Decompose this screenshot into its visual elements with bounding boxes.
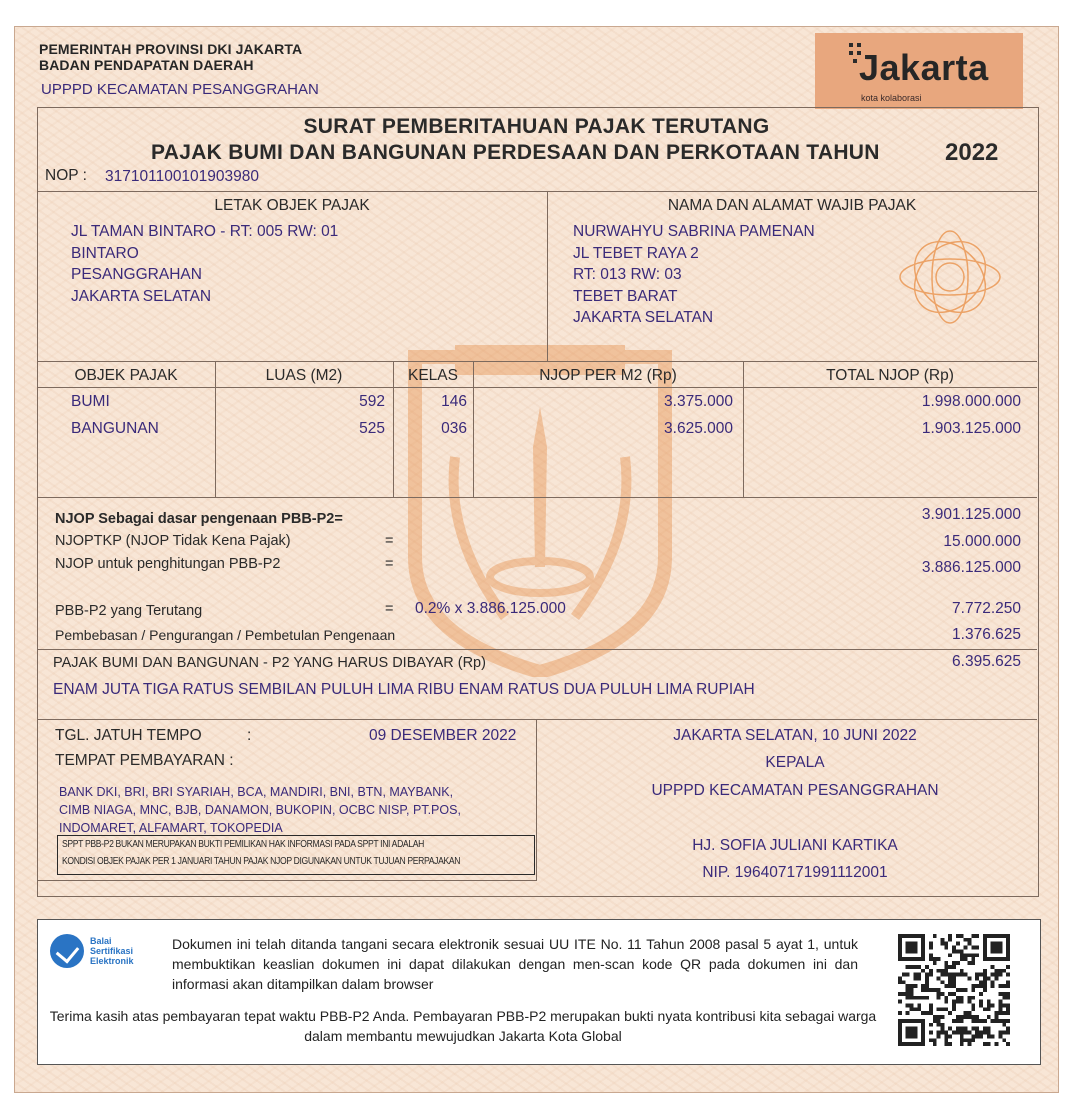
gov-line-1: PEMERINTAH PROVINSI DKI JAKARTA bbox=[39, 41, 303, 57]
row-luas: 525 bbox=[359, 420, 385, 437]
col-luas: LUAS (M2) bbox=[265, 367, 343, 384]
letak-address bbox=[71, 221, 338, 307]
wajib-line: NURWAHYU SABRINA PAMENAN bbox=[573, 223, 815, 240]
document-title: SURAT PEMBERITAHUAN PAJAK TERUTANG bbox=[303, 115, 770, 138]
sign-position: KEPALA bbox=[765, 754, 825, 771]
wajib-line: JL TEBET RAYA 2 bbox=[573, 244, 699, 262]
tempat-label: TEMPAT PEMBAYARAN : bbox=[55, 752, 234, 769]
col-njop-m2: NJOP PER M2 (Rp) bbox=[539, 367, 677, 384]
bsre-logo bbox=[50, 934, 160, 974]
verification-qr-code[interactable] bbox=[898, 934, 1010, 1046]
col-total-njop: TOTAL NJOP (Rp) bbox=[826, 367, 954, 384]
letak-heading: LETAK OBJEK PAJAK bbox=[214, 197, 370, 214]
row-total: 1.998.000.000 bbox=[921, 393, 1021, 410]
sign-office: UPPPD KECAMATAN PESANGGRAHAN bbox=[651, 782, 939, 799]
row-objek: BUMI bbox=[71, 393, 110, 410]
col-objek: OBJEK PAJAK bbox=[74, 367, 178, 384]
logo-word: Jakarta bbox=[859, 47, 989, 88]
letak-line: JL TAMAN BINTARO - RT: 005 RW: 01 bbox=[71, 223, 339, 240]
letak-line: PESANGGRAHAN bbox=[71, 266, 202, 283]
row-njop-m2: 3.375.000 bbox=[664, 393, 733, 410]
letak-line: BINTARO bbox=[71, 244, 139, 262]
terutang-label: PBB-P2 yang Terutang bbox=[55, 603, 203, 619]
signer-nip: NIP. 196407171991112001 bbox=[702, 864, 888, 881]
row-kelas: 036 bbox=[441, 420, 467, 437]
terutang-value: 7.772.250 bbox=[952, 600, 1021, 617]
logo-tagline: kota kolaborasi bbox=[861, 93, 922, 103]
disclaimer-box bbox=[57, 835, 535, 875]
wajib-heading: NAMA DAN ALAMAT WAJIB PAJAK bbox=[667, 197, 917, 214]
wajib-line: RT: 013 RW: 03 bbox=[573, 266, 682, 283]
thanks-message: Terima kasih atas pembayaran tepat waktu PBB-P2 Anda. Pembayaran PBB-P2 merupakan bukti nyata kontribusi kita sebagai warga dalam membantu mewujudkan Jakarta Kota Global bbox=[49, 1008, 877, 1044]
nop-label: NOP : bbox=[45, 167, 87, 184]
bsre-line: Sertifikasi bbox=[90, 946, 134, 956]
tax-document bbox=[14, 26, 1059, 1093]
document-subtitle: PAJAK BUMI DAN BANGUNAN PERDESAAN DAN PERKOTAAN TAHUN bbox=[151, 141, 880, 164]
jakarta-logo bbox=[815, 33, 1023, 109]
jatuh-tempo-label: TGL. JATUH TEMPO bbox=[55, 727, 202, 744]
wajib-line: JAKARTA SELATAN bbox=[573, 309, 714, 326]
row-njop-m2: 3.625.000 bbox=[664, 420, 733, 437]
wajib-line: TEBET BARAT bbox=[573, 287, 678, 305]
government-header bbox=[39, 41, 302, 73]
njop-hitung-value: 3.886.125.000 bbox=[921, 559, 1021, 576]
e-sign-notice: Dokumen ini telah ditanda tangani secara elektronik sesuai UU ITE No. 11 Tahun 2008 pasal 5 ayat 1, untuk membuktikan keaslian dokumen ini dapat dilakukan dengan men-scan kode QR pada dokumen ini dan informasi akan ditampilkan dalam browser bbox=[172, 936, 858, 992]
njop-dasar-value: 3.901.125.000 bbox=[921, 506, 1021, 523]
col-kelas: KELAS bbox=[408, 367, 458, 384]
signer-name: HJ. SOFIA JULIANI KARTIKA bbox=[692, 837, 898, 854]
bsre-line: Elektronik bbox=[90, 956, 134, 966]
dibayar-label: PAJAK BUMI DAN BANGUNAN - P2 YANG HARUS DIBAYAR (Rp) bbox=[53, 655, 486, 671]
bsre-line: Balai bbox=[90, 936, 112, 946]
tax-year: 2022 bbox=[945, 139, 999, 166]
njop-hitung-label: NJOP untuk penghitungan PBB-P2 bbox=[55, 556, 281, 572]
nop-value: 317101100101903980 bbox=[105, 168, 260, 185]
terutang-formula: 0.2% x 3.886.125.000 bbox=[415, 600, 566, 617]
sign-place-date: JAKARTA SELATAN, 10 JUNI 2022 bbox=[673, 727, 917, 744]
jatuh-tempo-colon: : bbox=[247, 727, 252, 744]
disclaimer-line: KONDISI OBJEK PAJAK PER 1 JANUARI TAHUN PAJAK NJOP DIGUNAKAN UNTUK TUJUAN PERPAJAKAN bbox=[62, 856, 461, 867]
dibayar-value: 6.395.625 bbox=[952, 653, 1021, 670]
bank-line: INDOMARET, ALFAMART, TOKOPEDIA bbox=[59, 821, 283, 835]
gov-line-2: BADAN PENDAPATAN DAERAH bbox=[39, 57, 254, 73]
bsre-icon bbox=[50, 934, 84, 968]
terutang-eq: = bbox=[385, 601, 394, 617]
security-rosette-icon bbox=[895, 227, 1005, 327]
bank-list bbox=[59, 783, 461, 837]
terbilang: ENAM JUTA TIGA RATUS SEMBILAN PULUH LIMA RIBU ENAM RATUS DUA PULUH LIMA RUPIAH bbox=[53, 681, 755, 698]
njoptkp-value: 15.000.000 bbox=[943, 533, 1021, 550]
jatuh-tempo-value: 09 DESEMBER 2022 bbox=[369, 727, 517, 744]
pembebasan-value: 1.376.625 bbox=[952, 626, 1021, 643]
bank-line: BANK DKI, BRI, BRI SYARIAH, BCA, MANDIRI, BNI, BTN, MAYBANK, bbox=[59, 785, 454, 799]
pembebasan-label: Pembebasan / Pengurangan / Pembetulan Pengenaan bbox=[55, 627, 396, 643]
row-luas: 592 bbox=[359, 393, 385, 410]
disclaimer-line: SPPT PBB-P2 BUKAN MERUPAKAN BUKTI PEMILIKAN HAK INFORMASI PADA SPPT INI ADALAH bbox=[62, 839, 425, 850]
row-total: 1.903.125.000 bbox=[921, 420, 1021, 437]
njoptkp-eq: = bbox=[385, 533, 394, 549]
njop-hitung-eq: = bbox=[385, 556, 394, 572]
wajib-address bbox=[573, 221, 815, 329]
office-name: UPPPD KECAMATAN PESANGGRAHAN bbox=[41, 81, 319, 98]
njop-dasar-label: NJOP Sebagai dasar pengenaan PBB-P2= bbox=[55, 511, 343, 527]
njoptkp-label: NJOPTKP (NJOP Tidak Kena Pajak) bbox=[55, 533, 291, 549]
row-kelas: 146 bbox=[441, 393, 467, 410]
bsre-text bbox=[90, 936, 134, 966]
row-objek: BANGUNAN bbox=[71, 420, 159, 437]
jakarta-emblem-watermark bbox=[395, 337, 685, 677]
bank-line: CIMB NIAGA, MNC, BJB, DANAMON, BUKOPIN, OCBC NISP, PT.POS, bbox=[59, 803, 461, 817]
letak-line: JAKARTA SELATAN bbox=[71, 287, 212, 305]
e-signature-footer bbox=[37, 919, 1041, 1065]
